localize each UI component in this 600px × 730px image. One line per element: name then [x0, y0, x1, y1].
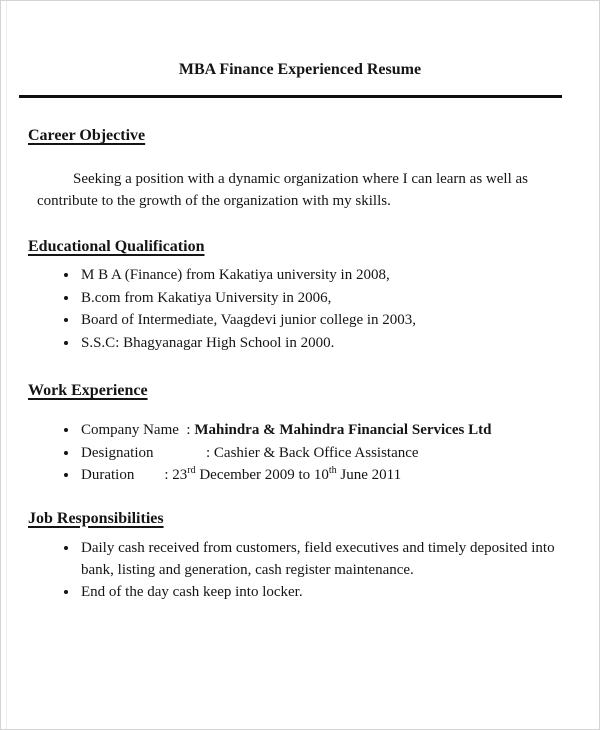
job-responsibility-item: • End of the day cash keep into locker. — [79, 581, 569, 603]
designation-label: Designation : — [81, 444, 214, 461]
job-responsibilities-list — [1, 537, 569, 603]
section-heading-career-objective: Career Objective — [28, 127, 146, 144]
career-objective-text: Seeking a position with a dynamic organization where I can learn as well as contribute to the growth of the organization with my skills. — [37, 171, 528, 209]
education-item: • S.S.C: Bhagyanagar High School in 2000. — [79, 332, 571, 355]
work-experience-designation — [79, 442, 581, 465]
work-experience-list — [1, 419, 581, 487]
education-list — [1, 264, 571, 354]
education-item: • B.com from Kakatiya University in 2006, — [79, 287, 571, 310]
designation-value: Cashier & Back Office Assistance — [213, 444, 419, 461]
duration-value: 23rd December 2009 to 10th June 2011 — [172, 465, 402, 483]
company-name-label: Company Name : — [81, 422, 195, 438]
education-item: • M B A (Finance) from Kakatiya university in 2008, — [79, 264, 571, 287]
education-item: • Board of Intermediate, Vaagdevi junior college in 2003, — [79, 309, 571, 332]
duration-label: Duration : — [81, 467, 173, 483]
work-experience-company — [79, 419, 581, 442]
title-divider — [19, 95, 562, 98]
work-experience-duration — [79, 464, 581, 487]
document-title: MBA Finance Experienced Resume — [178, 61, 422, 78]
section-heading-educational-qualification: Educational Qualification — [28, 238, 205, 255]
section-heading-job-responsibilities: Job Responsibilities — [28, 509, 164, 527]
job-responsibility-item: • Daily cash received from customers, field executives and timely deposited into bank, listing and generation, cash register maintenance. — [79, 537, 569, 581]
section-heading-work-experience: Work Experience — [28, 382, 148, 399]
company-name-value: Mahindra & Mahindra Financial Services Ltd — [194, 422, 492, 438]
